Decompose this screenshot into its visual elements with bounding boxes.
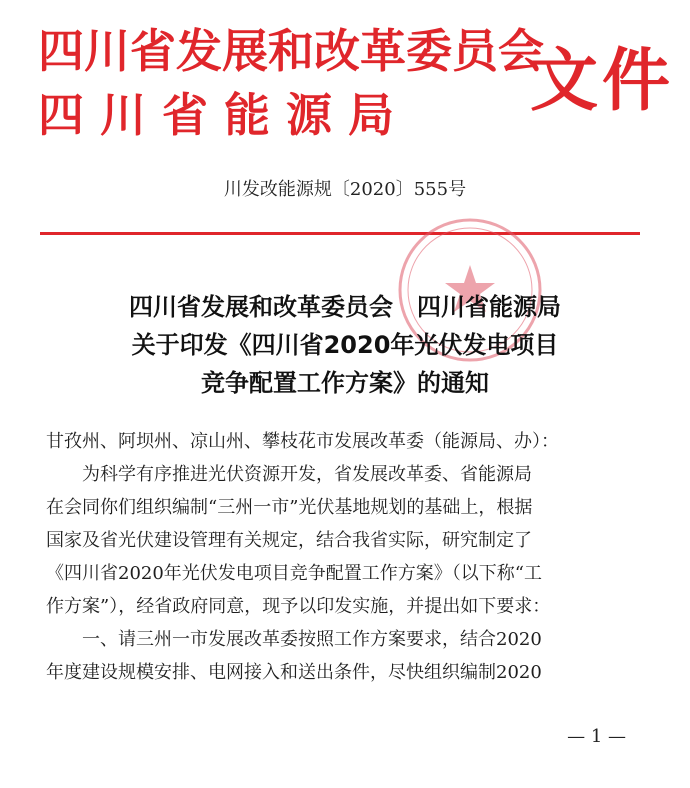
issuer-line-1: 四川省发展和改革委员会 (38, 24, 544, 78)
document-type-label: 文件 (530, 42, 675, 121)
title-line-1: 四川省发展和改革委员会 四川省能源局 (129, 293, 561, 321)
body-line: 作方案”），经省政府同意，现予以印发实施，并提出如下要求： (46, 596, 551, 617)
document-header (0, 0, 690, 160)
body-line: 国家及省光伏建设管理有关规定，结合我省实际，研究制定了 (46, 530, 532, 551)
title-line-3: 竞争配置工作方案》的通知 (201, 369, 489, 397)
body-line: 为科学有序推进光伏资源开发，省发展改革委、省能源局 (82, 464, 532, 485)
issuer-line-2: 四川省能源局 (38, 88, 410, 142)
body-line-recipients: 甘孜州、阿坝州、凉山州、攀枝花市发展改革委（能源局、办）： (46, 431, 559, 452)
body-line: 年度建设规模安排、电网接入和送出条件，尽快组织编制2020 (46, 662, 542, 683)
notice-title (0, 288, 690, 402)
red-separator-line (40, 232, 640, 235)
body-line: 在会同你们组织编制“三州一市”光伏基地规划的基础上，根据 (46, 497, 533, 518)
title-line-2: 关于印发《四川省2020年光伏发电项目 (131, 331, 559, 359)
document-number: 川发改能源规〔2020〕555号 (223, 179, 467, 200)
body-line: 《四川省2020年光伏发电项目竞争配置工作方案》（以下称“工 (46, 563, 543, 584)
body-line: 一、请三州一市发展改革委按照工作方案要求，结合2020 (82, 629, 542, 650)
notice-body (46, 425, 646, 689)
page-number: — 1 — (567, 726, 626, 747)
